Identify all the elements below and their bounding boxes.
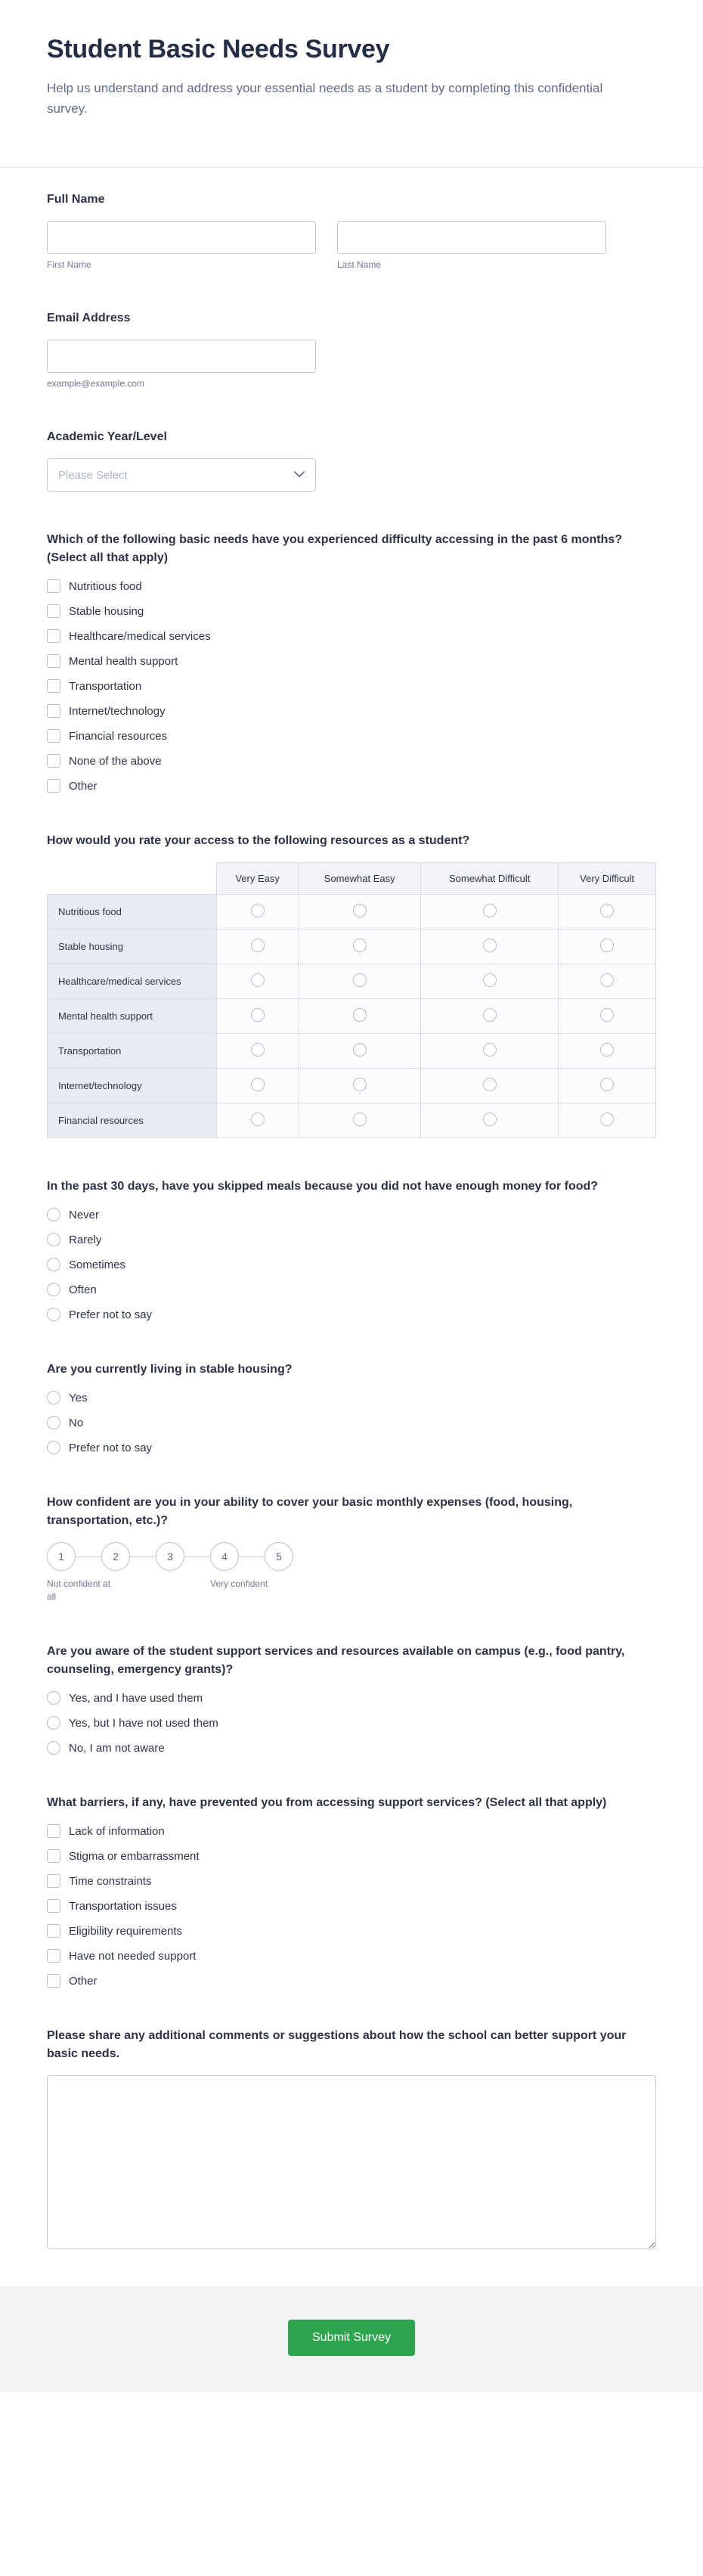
matrix-cell[interactable] — [559, 1034, 656, 1069]
radio-icon[interactable] — [353, 1008, 367, 1022]
radio-option-yes-not-used[interactable] — [47, 1716, 218, 1730]
radio-icon[interactable] — [483, 1008, 497, 1022]
option-label: None of the above — [69, 754, 162, 768]
radio-icon[interactable] — [47, 1716, 60, 1730]
question-comments-label: Please share any additional comments or suggestions about how the school can better support your basic needs. — [47, 2029, 627, 2061]
radio-option-often[interactable] — [47, 1283, 97, 1296]
matrix-row-label: Mental health support — [48, 999, 217, 1034]
scale-option-5[interactable]: 5 — [265, 1542, 293, 1571]
question-basic-needs-label: Which of the following basic needs have you experienced difficulty accessing in the past 6 months? (Select all that apply) — [47, 533, 623, 565]
form-subtitle: Help us understand and address your essential needs as a student by completing this confidential survey. — [47, 81, 603, 116]
radio-icon[interactable] — [47, 1258, 60, 1271]
checkbox-icon[interactable] — [47, 779, 60, 793]
radio-icon[interactable] — [251, 1043, 265, 1057]
submit-button[interactable]: Submit Survey — [288, 2320, 415, 2356]
checkbox-icon[interactable] — [47, 604, 60, 618]
question-barriers — [47, 1794, 656, 1988]
checkbox-icon[interactable] — [47, 1949, 60, 1963]
matrix-cell[interactable] — [421, 999, 559, 1034]
scale-connector — [239, 1556, 265, 1557]
matrix-row-nutritious-food — [48, 895, 656, 930]
radio-option-no[interactable] — [47, 1416, 83, 1429]
academic-year-label: Academic Year/Level — [47, 430, 167, 444]
radio-icon[interactable] — [600, 1078, 614, 1091]
matrix-cell[interactable] — [217, 1069, 299, 1103]
checkbox-option-transportation[interactable] — [47, 679, 141, 693]
confidence-scale — [47, 1542, 656, 1571]
last-name-col — [337, 221, 606, 270]
matrix-cell[interactable] — [217, 930, 299, 964]
option-label: Prefer not to say — [69, 1441, 153, 1454]
radio-icon[interactable] — [600, 1113, 614, 1126]
email-input-wrap — [47, 340, 316, 389]
matrix-cell[interactable] — [421, 1103, 559, 1138]
matrix-cell[interactable] — [299, 1103, 421, 1138]
question-stable-housing — [47, 1361, 656, 1454]
matrix-cell[interactable] — [559, 1103, 656, 1138]
scale-labels — [47, 1578, 293, 1603]
chevron-down-icon — [294, 468, 305, 482]
option-label: Internet/technology — [69, 704, 166, 718]
matrix-row-transportation — [48, 1034, 656, 1069]
radio-icon[interactable] — [483, 904, 497, 917]
header-divider — [0, 167, 703, 168]
scale-option-3[interactable]: 3 — [156, 1542, 184, 1571]
matrix-cell[interactable] — [559, 895, 656, 930]
radio-option-never[interactable] — [47, 1208, 99, 1221]
option-label: Other — [69, 779, 98, 793]
email-input[interactable] — [47, 340, 316, 373]
matrix-cell[interactable] — [299, 1034, 421, 1069]
email-label: Email Address — [47, 312, 131, 325]
access-matrix-table — [47, 862, 656, 1138]
matrix-cell[interactable] — [299, 930, 421, 964]
radio-option-yes-used[interactable] — [47, 1691, 203, 1705]
question-resource-access — [47, 832, 656, 1138]
matrix-cell[interactable] — [299, 964, 421, 999]
scale-connector — [130, 1556, 156, 1557]
checkbox-icon[interactable] — [47, 1974, 60, 1988]
option-label: Often — [69, 1283, 97, 1296]
matrix-cell[interactable] — [559, 930, 656, 964]
matrix-row-internet — [48, 1069, 656, 1103]
radio-icon[interactable] — [47, 1391, 60, 1404]
radio-icon[interactable] — [47, 1691, 60, 1705]
question-skipped-meals — [47, 1178, 656, 1321]
option-label: Time constraints — [69, 1874, 152, 1888]
matrix-cell[interactable] — [217, 895, 299, 930]
matrix-row-healthcare — [48, 964, 656, 999]
email-sublabel: example@example.com — [47, 378, 144, 390]
scale-connector — [184, 1556, 210, 1557]
checkbox-option-other[interactable] — [47, 1974, 98, 1988]
option-label: Other — [69, 1974, 98, 1988]
matrix-col-header: Very Difficult — [559, 863, 656, 895]
matrix-cell[interactable] — [421, 895, 559, 930]
matrix-cell[interactable] — [559, 964, 656, 999]
radio-icon[interactable] — [483, 1043, 497, 1057]
full-name-label: Full Name — [47, 193, 105, 206]
matrix-row-label: Healthcare/medical services — [48, 964, 217, 999]
radio-option-yes[interactable] — [47, 1391, 87, 1404]
checkbox-icon[interactable] — [47, 1924, 60, 1938]
name-row — [47, 221, 606, 270]
radio-icon[interactable] — [251, 904, 265, 917]
radio-icon[interactable] — [47, 1283, 60, 1296]
question-comments — [47, 2027, 656, 2253]
option-label: Stigma or embarrassment — [69, 1849, 200, 1863]
option-label: Transportation issues — [69, 1899, 177, 1913]
radio-icon[interactable] — [47, 1416, 60, 1429]
matrix-cell[interactable] — [559, 1069, 656, 1103]
option-label: Transportation — [69, 679, 142, 693]
question-skipped-meals-label: In the past 30 days, have you skipped meals because you did not have enough money for food? — [47, 1180, 599, 1193]
question-awareness-label: Are you aware of the student support services and resources available on campus (e.g., food pantry, counseling, emergency grants)? — [47, 1645, 625, 1677]
option-label: Lack of information — [69, 1824, 165, 1838]
checkbox-option-healthcare[interactable] — [47, 629, 211, 643]
academic-year-field — [47, 428, 656, 492]
radio-icon[interactable] — [251, 1008, 265, 1022]
matrix-col-header: Somewhat Difficult — [421, 863, 559, 895]
first-name-input[interactable] — [47, 221, 316, 254]
checkbox-icon[interactable] — [47, 629, 60, 643]
scale-option-2[interactable]: 2 — [101, 1542, 130, 1571]
scale-option-4[interactable]: 4 — [210, 1542, 239, 1571]
option-label: Nutritious food — [69, 579, 142, 593]
radio-icon[interactable] — [47, 1308, 60, 1321]
radio-icon[interactable] — [353, 1113, 367, 1126]
checkbox-option-other[interactable] — [47, 779, 98, 793]
checkbox-icon[interactable] — [47, 1874, 60, 1888]
question-confidence — [47, 1494, 656, 1603]
checkbox-icon[interactable] — [47, 754, 60, 768]
question-basic-needs — [47, 531, 656, 793]
matrix-row-stable-housing — [48, 930, 656, 964]
radio-option-sometimes[interactable] — [47, 1258, 125, 1271]
checkbox-option-lack-of-information[interactable] — [47, 1824, 165, 1838]
option-label: Stable housing — [69, 604, 144, 618]
radio-icon[interactable] — [251, 1113, 265, 1126]
matrix-cell[interactable] — [217, 1103, 299, 1138]
matrix-row-label: Transportation — [48, 1034, 217, 1069]
option-label: Yes, but I have not used them — [69, 1716, 218, 1730]
radio-icon[interactable] — [600, 1008, 614, 1022]
checkbox-icon[interactable] — [47, 729, 60, 743]
checkbox-icon[interactable] — [47, 679, 60, 693]
matrix-cell[interactable] — [421, 964, 559, 999]
question-confidence-label: How confident are you in your ability to cover your basic monthly expenses (food, housing, transportation, etc.)? — [47, 1496, 573, 1528]
checkbox-option-transportation-issues[interactable] — [47, 1899, 177, 1913]
option-label: Prefer not to say — [69, 1308, 153, 1321]
matrix-row-mental-health — [48, 999, 656, 1034]
radio-icon[interactable] — [600, 939, 614, 952]
scale-left-label: Not confident at all — [47, 1578, 111, 1602]
matrix-cell[interactable] — [421, 1069, 559, 1103]
comments-textarea[interactable] — [47, 2075, 656, 2249]
checkbox-icon[interactable] — [47, 1899, 60, 1913]
radio-option-prefer-not-to-say[interactable] — [47, 1308, 152, 1321]
radio-icon[interactable] — [483, 939, 497, 952]
radio-icon[interactable] — [600, 973, 614, 987]
scale-right-label: Very confident — [210, 1578, 268, 1590]
checkbox-option-stigma[interactable] — [47, 1849, 200, 1863]
page-title: Student Basic Needs Survey — [47, 35, 390, 64]
option-label: Yes — [69, 1391, 88, 1404]
checkbox-option-internet[interactable] — [47, 704, 166, 718]
matrix-header-row — [48, 863, 656, 895]
matrix-cell[interactable] — [299, 895, 421, 930]
radio-icon[interactable] — [47, 1741, 60, 1755]
academic-year-selected-value: Please Select — [58, 468, 128, 482]
matrix-cell[interactable] — [299, 1069, 421, 1103]
academic-year-select[interactable] — [47, 458, 316, 492]
option-label: No — [69, 1416, 84, 1429]
radio-icon[interactable] — [47, 1441, 60, 1454]
matrix-cell[interactable] — [217, 964, 299, 999]
checkbox-icon[interactable] — [47, 1849, 60, 1863]
matrix-cell[interactable] — [421, 1034, 559, 1069]
matrix-cell[interactable] — [217, 999, 299, 1034]
matrix-row-label: Internet/technology — [48, 1069, 217, 1103]
checkbox-icon[interactable] — [47, 1824, 60, 1838]
option-label: Sometimes — [69, 1258, 126, 1271]
matrix-corner-cell — [48, 863, 217, 895]
last-name-input[interactable] — [337, 221, 606, 254]
checkbox-option-mental-health[interactable] — [47, 654, 178, 668]
matrix-cell[interactable] — [559, 999, 656, 1034]
matrix-cell[interactable] — [299, 999, 421, 1034]
radio-icon[interactable] — [600, 904, 614, 917]
option-label: Financial resources — [69, 729, 168, 743]
option-label: Have not needed support — [69, 1949, 197, 1963]
radio-option-rarely[interactable] — [47, 1233, 101, 1246]
radio-icon[interactable] — [483, 1078, 497, 1091]
radio-icon[interactable] — [600, 1043, 614, 1057]
matrix-col-header: Very Easy — [217, 863, 299, 895]
radio-icon[interactable] — [47, 1233, 60, 1246]
option-label: Healthcare/medical services — [69, 629, 211, 643]
checkbox-option-financial[interactable] — [47, 729, 167, 743]
option-label: Never — [69, 1208, 100, 1221]
last-name-sublabel: Last Name — [337, 259, 382, 271]
checkbox-option-time-constraints[interactable] — [47, 1874, 151, 1888]
scale-option-1[interactable]: 1 — [47, 1542, 76, 1571]
radio-icon[interactable] — [251, 1078, 265, 1091]
checkbox-option-eligibility[interactable] — [47, 1924, 182, 1938]
radio-icon[interactable] — [251, 973, 265, 987]
option-label: Eligibility requirements — [69, 1924, 183, 1938]
form-footer — [0, 2286, 703, 2392]
full-name-field — [47, 191, 656, 270]
option-label: Yes, and I have used them — [69, 1691, 203, 1705]
checkbox-option-stable-housing[interactable] — [47, 604, 144, 618]
matrix-row-label: Financial resources — [48, 1103, 217, 1138]
question-stable-housing-label: Are you currently living in stable housing? — [47, 1363, 293, 1376]
checkbox-option-not-needed[interactable] — [47, 1949, 196, 1963]
option-label: No, I am not aware — [69, 1741, 165, 1755]
radio-icon[interactable] — [251, 939, 265, 952]
matrix-cell[interactable] — [421, 930, 559, 964]
email-field — [47, 309, 656, 389]
question-barriers-label: What barriers, if any, have prevented you from accessing support services? (Select all that apply) — [47, 1796, 607, 1810]
radio-icon[interactable] — [353, 1043, 367, 1057]
radio-option-prefer-not-to-say[interactable] — [47, 1441, 152, 1454]
matrix-col-header: Somewhat Easy — [299, 863, 421, 895]
option-label: Mental health support — [69, 654, 178, 668]
first-name-col — [47, 221, 316, 270]
first-name-sublabel: First Name — [47, 259, 91, 271]
scale-connector — [76, 1556, 101, 1557]
radio-icon[interactable] — [353, 939, 367, 952]
matrix-row-label: Stable housing — [48, 930, 217, 964]
radio-icon[interactable] — [483, 1113, 497, 1126]
checkbox-option-none[interactable] — [47, 754, 162, 768]
matrix-row-financial — [48, 1103, 656, 1138]
question-resource-access-label: How would you rate your access to the following resources as a student? — [47, 834, 470, 848]
checkbox-option-nutritious-food[interactable] — [47, 579, 142, 593]
bottom-spacer — [0, 2392, 703, 2531]
radio-icon[interactable] — [483, 973, 497, 987]
checkbox-icon[interactable] — [47, 579, 60, 593]
option-label: Rarely — [69, 1233, 102, 1246]
radio-icon[interactable] — [353, 904, 367, 917]
checkbox-icon[interactable] — [47, 654, 60, 668]
radio-icon[interactable] — [47, 1208, 60, 1221]
checkbox-icon[interactable] — [47, 704, 60, 718]
radio-icon[interactable] — [353, 973, 367, 987]
question-awareness — [47, 1643, 656, 1755]
radio-option-not-aware[interactable] — [47, 1741, 165, 1755]
matrix-cell[interactable] — [217, 1034, 299, 1069]
matrix-row-label: Nutritious food — [48, 895, 217, 930]
radio-icon[interactable] — [353, 1078, 367, 1091]
